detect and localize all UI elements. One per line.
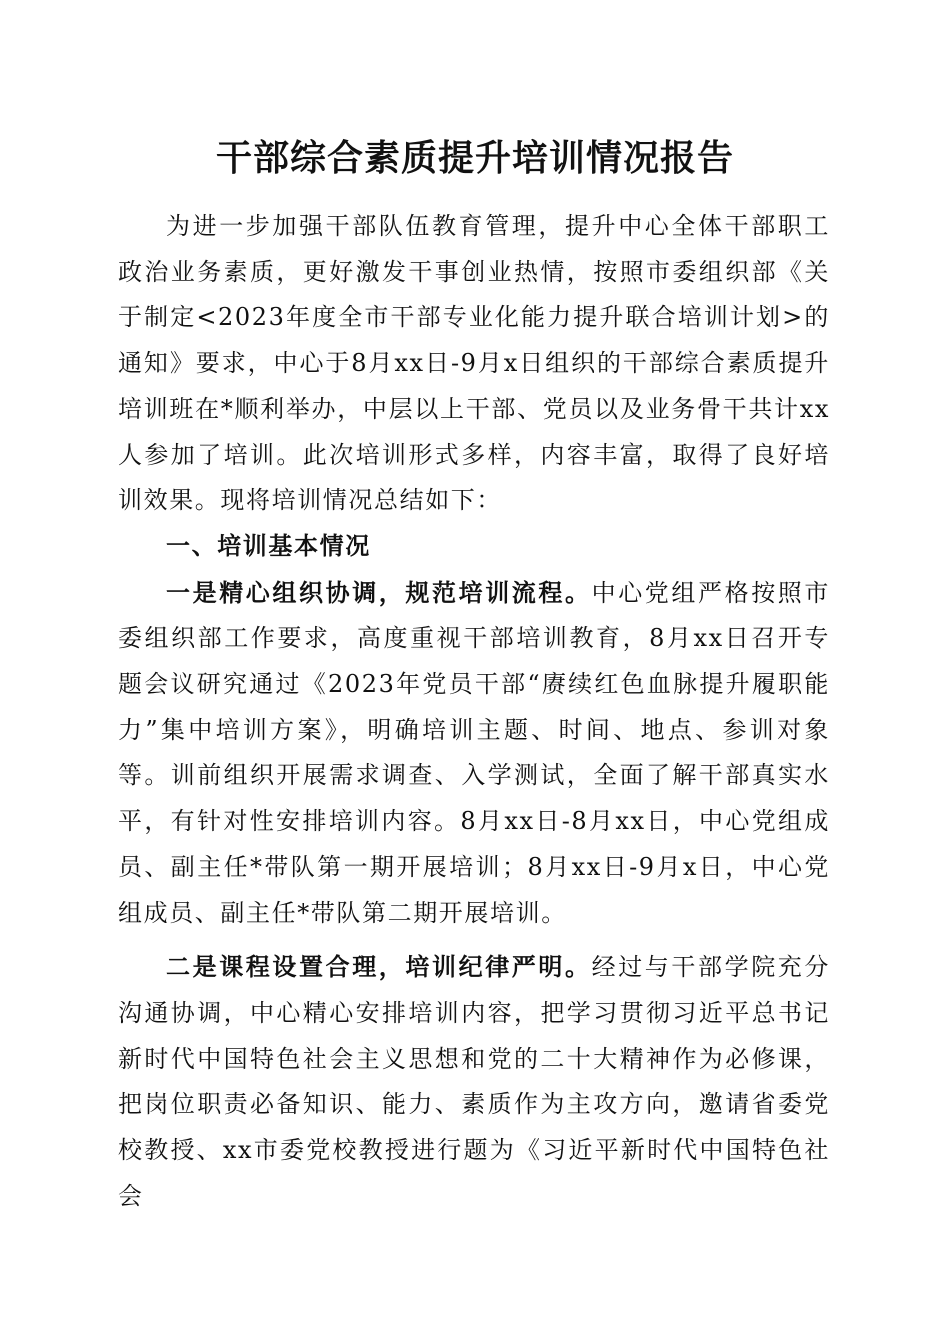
document-body xyxy=(118,204,830,1219)
section-heading-1: 一、培训基本情况 xyxy=(166,531,371,560)
paragraph-1-body: 中心党组严格按照市委组织部工作要求，高度重视干部培训教育，8月xx日召开专题会议研究通过《2023年党员干部“赓续红色血脉提升履职能力”集中培训方案》，明确培训主题、时间、地点、参训对象等。训前组织开展需求调查、入学测试，全面了解干部真实水平，有针对性安排培训内容。8月xx日-8月xx日，中心党组成员、副主任*带队第一期开展培训；8月xx日-9月x日，中心党组成员、副主任*带队第二期开展培训。 xyxy=(118,578,830,927)
paragraph-1 xyxy=(118,570,830,937)
document-title: 干部综合素质提升培训情况报告 xyxy=(215,137,734,179)
paragraph-2-lead: 二是课程设置合理，培训纪律严明。 xyxy=(166,952,592,982)
intro-paragraph: 为进一步加强干部队伍教育管理，提升中心全体干部职工政治业务素质，更好激发干事创业热情，按照市委组织部《关于制定<2023年度全市干部专业化能力提升联合培训计划>的通知》要求，中心于8月xx日-9月x日组织的干部综合素质提升培训班在*顺利举办，中层以上干部、党员以及业务骨干共计xx人参加了培训。此次培训形式多样，内容丰富，取得了良好培训效果。现将培训情况总结如下： xyxy=(118,212,830,515)
paragraph-2-body: 经过与干部学院充分沟通协调，中心精心安排培训内容，把学习贯彻习近平总书记新时代中国特色社会主义思想和党的二十大精神作为必修课，把岗位职责必备知识、能力、素质作为主攻方向，邀请省委党校教授、xx市委党校教授进行题为《习近平新时代中国特色社会 xyxy=(118,953,830,1210)
paragraph-2 xyxy=(118,944,830,1219)
paragraph-1-lead: 一是精心组织协调，规范培训流程。 xyxy=(166,577,592,607)
